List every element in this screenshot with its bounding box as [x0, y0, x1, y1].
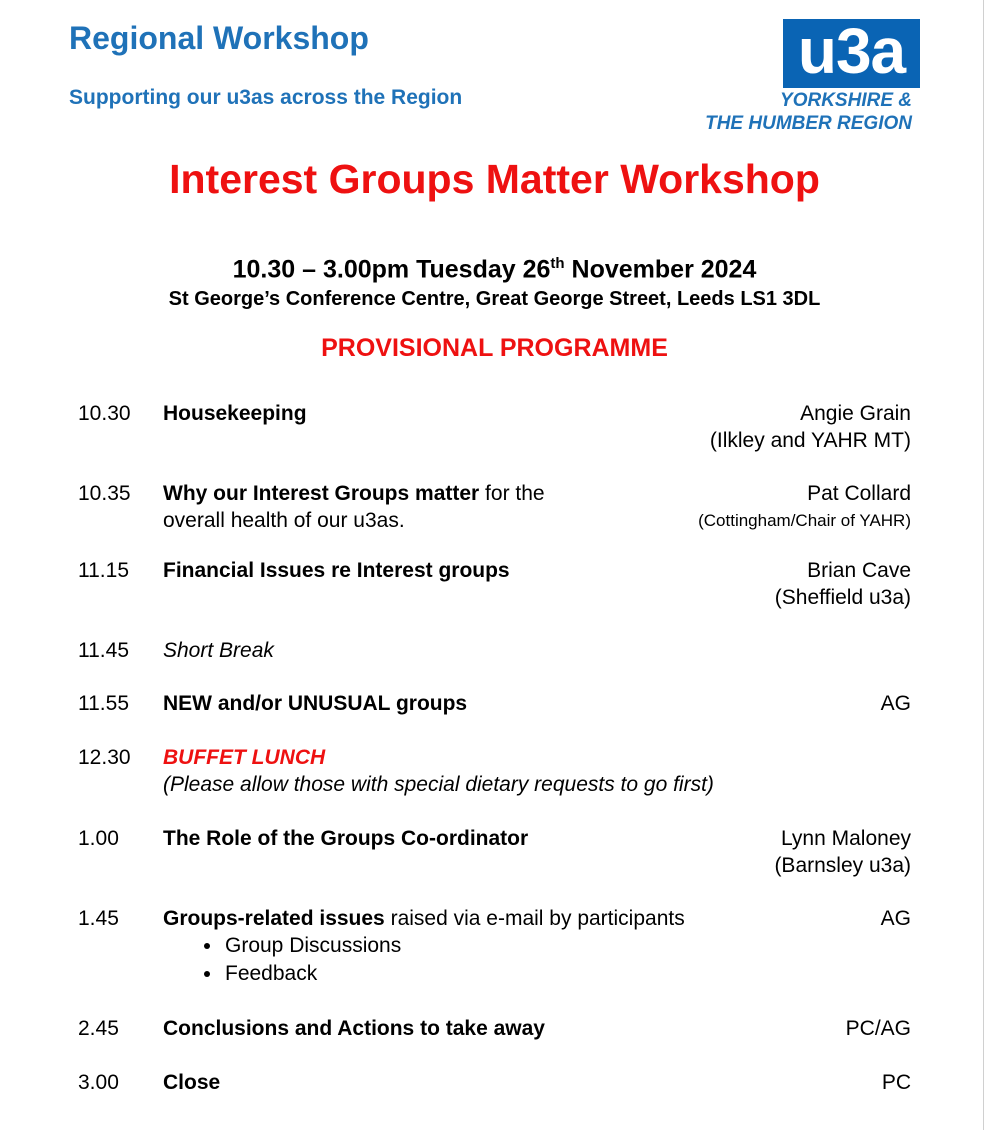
item-title-bold: Why our Interest Groups matter	[163, 482, 480, 505]
item-title: Housekeeping	[163, 402, 307, 425]
item-time: 11.55	[78, 692, 129, 715]
region-line-1: YORKSHIRE &	[780, 90, 912, 111]
bullet-item: • Feedback	[223, 960, 685, 988]
item-title: Close	[163, 1071, 221, 1094]
item-speaker	[846, 1015, 911, 1042]
item-time: 11.15	[78, 559, 129, 582]
event-time-prefix: 10.30 – 3.00pm Tuesday 26	[232, 255, 551, 284]
event-venue: St George’s Conference Centre, Great George Street, Leeds LS1 3DL	[168, 288, 821, 310]
item-time: 3.00	[78, 1071, 119, 1094]
event-date-time	[0, 255, 989, 284]
item-title-line2: overall health of our u3as.	[163, 509, 405, 532]
speaker-name: PC/AG	[845, 1017, 911, 1040]
speaker-org: (Barnsley u3a)	[774, 854, 911, 877]
item-speaker	[710, 400, 911, 454]
item-title: NEW and/or UNUSUAL groups	[163, 692, 468, 715]
item-title: Financial Issues re Interest groups	[163, 559, 510, 582]
programme-heading: PROVISIONAL PROGRAMME	[321, 334, 668, 362]
item-title	[163, 744, 714, 798]
item-time: 10.30	[78, 402, 131, 425]
item-title	[163, 480, 545, 534]
item-title-rest: raised via e-mail by participants	[384, 907, 685, 930]
item-time: 11.45	[78, 639, 129, 662]
item-time: 12.30	[78, 746, 131, 769]
item-time: 2.45	[78, 1017, 119, 1040]
speaker-org: (Sheffield u3a)	[774, 586, 911, 609]
item-time: 10.35	[78, 482, 131, 505]
speaker-name: Angie Grain	[800, 402, 911, 425]
header-subtitle: Supporting our u3as across the Region	[69, 86, 463, 109]
item-speaker	[881, 905, 911, 932]
item-note: (Please allow those with special dietary requests to go first)	[163, 773, 714, 796]
speaker-org: (Cottingham/Chair of YAHR)	[698, 511, 911, 530]
item-title: The Role of the Groups Co-ordinator	[163, 827, 529, 850]
u3a-logo	[783, 14, 920, 88]
event-time-suffix: November 2024	[564, 255, 757, 284]
speaker-org: (Ilkley and YAHR MT)	[709, 429, 911, 452]
item-speaker	[881, 690, 911, 717]
item-time: 1.00	[78, 827, 119, 850]
item-title	[163, 905, 685, 988]
item-speaker	[775, 557, 911, 611]
item-speaker	[774, 825, 911, 879]
speaker-name: Lynn Maloney	[781, 827, 911, 850]
speaker-name: PC	[881, 1071, 911, 1094]
item-speaker	[882, 1069, 911, 1096]
speaker-name: Brian Cave	[807, 559, 911, 582]
speaker-name: AG	[880, 907, 911, 930]
item-title: Short Break	[163, 639, 274, 662]
bullet-item: • Group Discussions	[223, 932, 685, 960]
item-speaker	[698, 480, 911, 534]
workshop-title: Interest Groups Matter Workshop	[169, 156, 820, 202]
speaker-name: AG	[880, 692, 911, 715]
item-title-lunch: BUFFET LUNCH	[163, 746, 326, 769]
logo-text: u3a	[797, 14, 906, 87]
item-bullet-list	[163, 932, 685, 988]
item-title-bold: Groups-related issues	[163, 907, 385, 930]
event-time-ordinal: th	[550, 255, 565, 272]
header-title: Regional Workshop	[69, 20, 369, 56]
item-title: Conclusions and Actions to take away	[163, 1017, 545, 1040]
speaker-name: Pat Collard	[807, 482, 911, 505]
item-time: 1.45	[78, 907, 119, 930]
region-line-2: THE HUMBER REGION	[705, 113, 912, 134]
item-title-rest: for the	[479, 482, 545, 505]
